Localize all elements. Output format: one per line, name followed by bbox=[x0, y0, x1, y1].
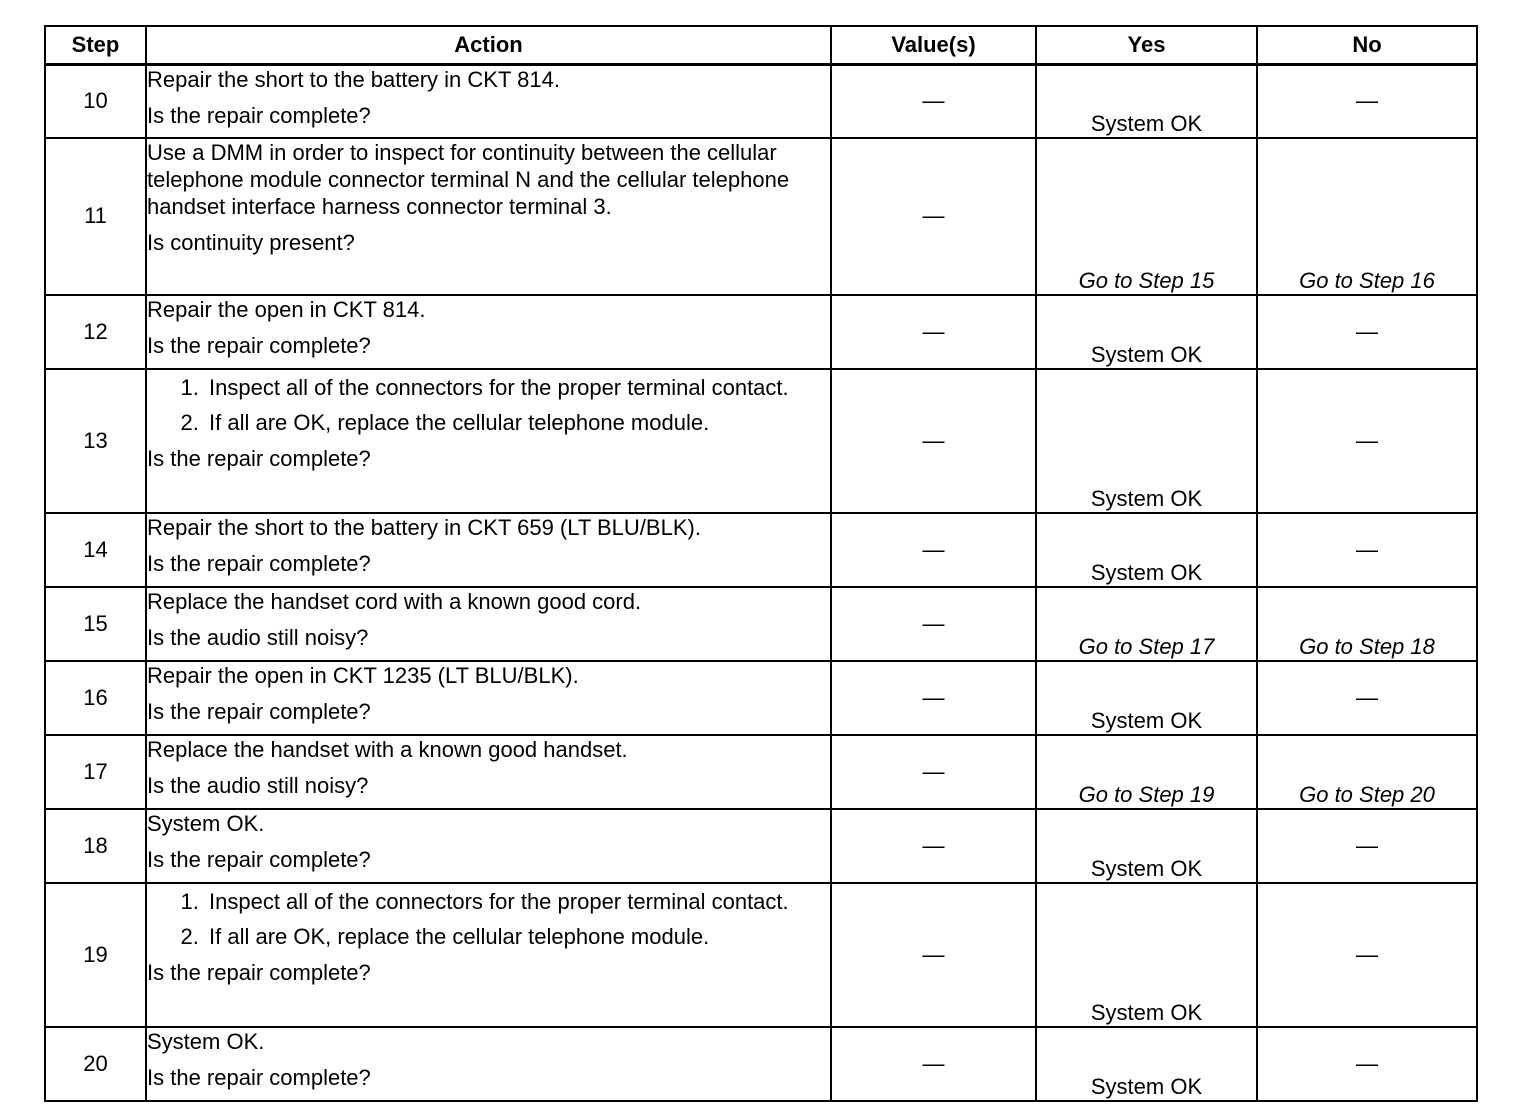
value-cell: — bbox=[831, 369, 1036, 513]
action-cell bbox=[146, 369, 831, 513]
value-cell: — bbox=[831, 883, 1036, 1027]
action-cell bbox=[146, 587, 831, 661]
no-result: Go to Step 16 bbox=[1257, 138, 1477, 295]
step-number: 11 bbox=[45, 138, 146, 295]
no-result: — bbox=[1257, 295, 1477, 369]
action-steps-list bbox=[147, 888, 830, 950]
step-number: 13 bbox=[45, 369, 146, 513]
action-cell bbox=[146, 138, 831, 295]
action-question: Is the repair complete? bbox=[147, 332, 371, 358]
yes-result: System OK bbox=[1036, 65, 1257, 138]
no-result: — bbox=[1257, 1027, 1477, 1101]
action-text: System OK. bbox=[147, 810, 265, 836]
action-text: Repair the open in CKT 1235 (LT BLU/BLK). bbox=[147, 662, 579, 688]
yes-result: System OK bbox=[1036, 513, 1257, 587]
action-text: Replace the handset cord with a known good cord. bbox=[147, 588, 642, 614]
step-number: 14 bbox=[45, 513, 146, 587]
no-result: — bbox=[1257, 513, 1477, 587]
yes-result: System OK bbox=[1036, 809, 1257, 883]
header-no: No bbox=[1257, 26, 1477, 65]
action-question: Is continuity present? bbox=[147, 229, 355, 255]
value-cell: — bbox=[831, 295, 1036, 369]
value-cell: — bbox=[831, 735, 1036, 809]
action-question: Is the repair complete? bbox=[147, 959, 371, 985]
table-row bbox=[45, 1027, 1477, 1101]
yes-result: System OK bbox=[1036, 661, 1257, 735]
table-row bbox=[45, 65, 1477, 138]
value-cell: — bbox=[831, 587, 1036, 661]
no-result: — bbox=[1257, 369, 1477, 513]
action-step-item: 1. Inspect all of the connectors for the proper terminal contact. bbox=[205, 374, 830, 401]
step-number: 17 bbox=[45, 735, 146, 809]
action-cell bbox=[146, 735, 831, 809]
step-number: 10 bbox=[45, 65, 146, 138]
action-cell bbox=[146, 809, 831, 883]
table-row bbox=[45, 735, 1477, 809]
yes-result: System OK bbox=[1036, 883, 1257, 1027]
action-cell bbox=[146, 883, 831, 1027]
table-row bbox=[45, 587, 1477, 661]
header-values: Value(s) bbox=[831, 26, 1036, 65]
no-result: — bbox=[1257, 809, 1477, 883]
action-text: Repair the short to the battery in CKT 659 (LT BLU/BLK). bbox=[147, 514, 701, 540]
step-number: 12 bbox=[45, 295, 146, 369]
diagnostic-page bbox=[44, 25, 1476, 1102]
table-row bbox=[45, 513, 1477, 587]
action-step-item: 2. If all are OK, replace the cellular telephone module. bbox=[205, 409, 830, 436]
action-question: Is the repair complete? bbox=[147, 1064, 371, 1090]
value-cell: — bbox=[831, 65, 1036, 138]
header-step: Step bbox=[45, 26, 146, 65]
action-step-item: 2. If all are OK, replace the cellular telephone module. bbox=[205, 923, 830, 950]
step-number: 15 bbox=[45, 587, 146, 661]
table-row bbox=[45, 295, 1477, 369]
table-body bbox=[45, 65, 1477, 1101]
value-cell: — bbox=[831, 513, 1036, 587]
yes-result: System OK bbox=[1036, 369, 1257, 513]
table-row bbox=[45, 138, 1477, 295]
value-cell: — bbox=[831, 1027, 1036, 1101]
no-result: — bbox=[1257, 661, 1477, 735]
action-text: Repair the short to the battery in CKT 814. bbox=[147, 67, 560, 92]
yes-result: Go to Step 19 bbox=[1036, 735, 1257, 809]
value-cell: — bbox=[831, 661, 1036, 735]
header-row bbox=[45, 26, 1477, 65]
table-row bbox=[45, 661, 1477, 735]
yes-result: System OK bbox=[1036, 295, 1257, 369]
table-row bbox=[45, 809, 1477, 883]
action-text: System OK. bbox=[147, 1028, 265, 1054]
step-number: 18 bbox=[45, 809, 146, 883]
action-step-item: 1. Inspect all of the connectors for the proper terminal contact. bbox=[205, 888, 830, 915]
action-question: Is the audio still noisy? bbox=[147, 772, 369, 798]
diagnostic-table bbox=[44, 25, 1478, 1102]
action-steps-list bbox=[147, 374, 830, 436]
table-row bbox=[45, 883, 1477, 1027]
value-cell: — bbox=[831, 809, 1036, 883]
header-yes: Yes bbox=[1036, 26, 1257, 65]
action-text: Use a DMM in order to inspect for continuity between the cellular telephone module connector terminal N and the cellular telephone handset interface harness connector terminal 3. bbox=[147, 139, 790, 219]
step-number: 19 bbox=[45, 883, 146, 1027]
action-question: Is the repair complete? bbox=[147, 698, 371, 724]
step-number: 20 bbox=[45, 1027, 146, 1101]
action-text: Repair the open in CKT 814. bbox=[147, 296, 426, 322]
no-result: Go to Step 18 bbox=[1257, 587, 1477, 661]
action-cell bbox=[146, 661, 831, 735]
step-number: 16 bbox=[45, 661, 146, 735]
yes-result: Go to Step 17 bbox=[1036, 587, 1257, 661]
action-question: Is the repair complete? bbox=[147, 550, 371, 576]
yes-result: System OK bbox=[1036, 1027, 1257, 1101]
action-cell bbox=[146, 65, 831, 138]
action-question: Is the repair complete? bbox=[147, 445, 371, 471]
action-question: Is the repair complete? bbox=[147, 846, 371, 872]
action-question: Is the audio still noisy? bbox=[147, 624, 369, 650]
no-result: — bbox=[1257, 65, 1477, 138]
header-action: Action bbox=[146, 26, 831, 65]
action-cell bbox=[146, 295, 831, 369]
action-question: Is the repair complete? bbox=[147, 103, 371, 128]
no-result: — bbox=[1257, 883, 1477, 1027]
action-cell bbox=[146, 1027, 831, 1101]
action-cell bbox=[146, 513, 831, 587]
yes-result: Go to Step 15 bbox=[1036, 138, 1257, 295]
action-text: Replace the handset with a known good handset. bbox=[147, 736, 628, 762]
no-result: Go to Step 20 bbox=[1257, 735, 1477, 809]
table-row bbox=[45, 369, 1477, 513]
value-cell: — bbox=[831, 138, 1036, 295]
